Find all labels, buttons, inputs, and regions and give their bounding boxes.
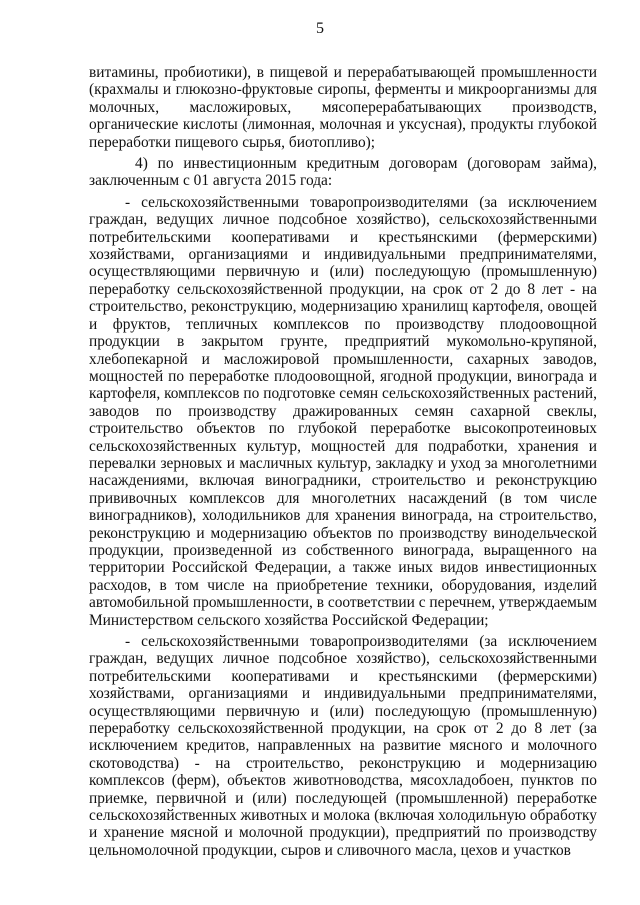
paragraph-item-4: 4) по инвестиционным кредитным договорам (договорам займа), заключенным с 01 августа 2015 года:: [89, 155, 597, 190]
paragraph-list-item: - сельскохозяйственными товаропроизводителями (за исключением граждан, ведущих личное подсобное хозяйство), сельскохозяйственными потребительскими кооперативами и крестьянскими (фермерскими) хозяйствами, организациями и индивидуальными предпринимателями, осуществляющими первичную и (или) последующую (промышленную) переработку сельскохозяйственной продукции, на срок от 2 до 8 лет (за исключением кредитов, направленных на развитие мясного и молочного скотоводства) - на строительство, реконструкцию и модернизацию комплексов (ферм), объектов животноводства, мясохладобоен, пунктов по приемке, первичной и (или) последующей (промышленной) переработке сельскохозяйственных животных и молока (включая холодильную обработку и хранение мясной и молочной продукции), предприятий по производству цельномолочной продукции, сыров и сливочного масла, цехов и участков: [89, 633, 597, 859]
document-body: [89, 64, 597, 859]
paragraph-list-item: - сельскохозяйственными товаропроизводителями (за исключением граждан, ведущих личное подсобное хозяйство), сельскохозяйственными потребительскими кооперативами и крестьянскими (фермерскими) хозяйствами, организациями и индивидуальными предпринимателями, осуществляющими первичную и (или) последующую (промышленную) переработку сельскохозяйственной продукции, на срок от 2 до 8 лет - на строительство, реконструкцию, модернизацию хранилищ картофеля, овощей и фруктов, тепличных комплексов по производству плодоовощной продукции в закрытом грунте, предприятий мукомольно-крупяной, хлебопекарной и масложировой промышленности, сахарных заводов, мощностей по переработке плодоовощной, ягодной продукции, винограда и картофеля, комплексов по подготовке семян сельскохозяйственных растений, заводов по производству дражированных семян сахарной свеклы, строительство объектов по глубокой переработке высокопротеиновых сельскохозяйственных культур, мощностей для подработки, хранения и перевалки зерновых и масличных культур, закладку и уход за многолетними насаждениями, включая виноградники, строительство и реконструкцию прививочных комплексов для многолетних насаждений (в том числе виноградников), холодильников для хранения винограда, на строительство, реконструкцию и модернизацию объектов по производству винодельческой продукции, произведенной из собственного винограда, выращенного на территории Российской Федерации, а также иных видов инвестиционных расходов, в том числе на приобретение техники, оборудования, изделий автомобильной промышленности, в соответствии с перечнем, утверждаемым Министерством сельского хозяйства Российской Федерации;: [89, 193, 597, 629]
page-number: 5: [316, 20, 324, 37]
paragraph-continuation: витамины, пробиотики), в пищевой и перерабатывающей промышленности (крахмалы и глюкозно-фруктовые сиропы, ферменты и микроорганизмы для молочных, масложировых, мясоперерабатывающих производств, органические кислоты (лимонная, молочная и уксусная), продукты глубокой переработки пищевого сырья, биотопливо);: [89, 64, 597, 151]
